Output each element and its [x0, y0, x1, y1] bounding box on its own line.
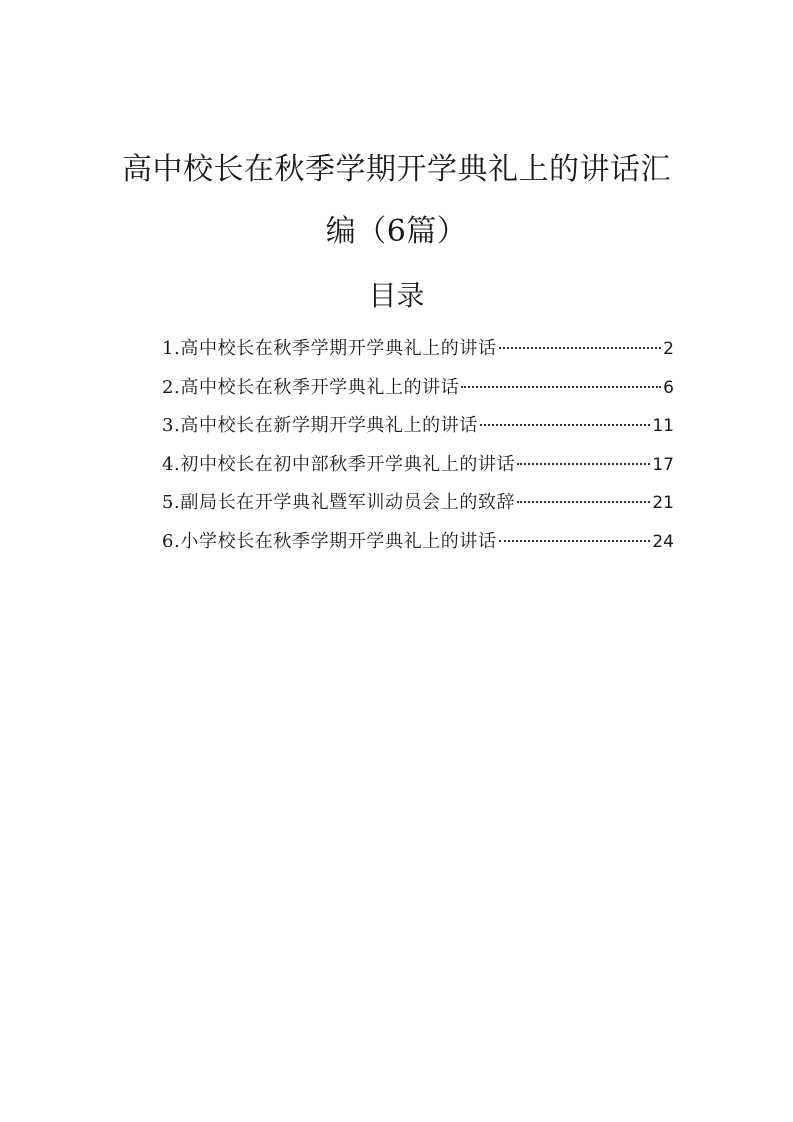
toc-entry-6[interactable]	[162, 526, 674, 565]
toc-entry-page-number: 24	[652, 531, 674, 552]
toc-entry-page-number: 11	[652, 416, 674, 436]
toc-entry-page-number: 2	[663, 339, 674, 359]
toc-entry-label: 4.初中校长在初中部秋季开学典礼上的讲话	[162, 453, 516, 475]
toc-entry-label: 6.小学校长在秋季学期开学典礼上的讲话	[162, 530, 497, 552]
table-of-contents	[162, 333, 674, 564]
toc-dot-leader	[517, 463, 650, 465]
toc-dot-leader	[461, 386, 661, 388]
toc-entry-label: 1.高中校长在秋季学期开学典礼上的讲话	[162, 338, 497, 359]
toc-entry-label: 2.高中校长在秋季开学典礼上的讲话	[162, 376, 460, 398]
toc-entry-3[interactable]	[162, 410, 674, 449]
toc-heading: 目录	[368, 279, 425, 312]
toc-dot-leader	[480, 424, 650, 426]
toc-entry-label: 3.高中校长在新学期开学典礼上的讲话	[162, 415, 478, 436]
document-title-line-2: 编（6篇）	[325, 214, 468, 249]
toc-dot-leader	[517, 501, 650, 503]
toc-entry-4[interactable]	[162, 449, 674, 488]
toc-entry-2[interactable]	[162, 372, 674, 411]
toc-entry-page-number: 17	[652, 454, 674, 475]
toc-dot-leader	[499, 347, 662, 349]
document-title-line-1: 高中校长在秋季学期开学典礼上的讲话汇	[122, 152, 671, 187]
toc-entry-5[interactable]	[162, 487, 674, 526]
toc-entry-page-number: 6	[663, 377, 674, 398]
toc-entry-1[interactable]	[162, 333, 674, 372]
toc-entry-label: 5.副局长在开学典礼暨军训动员会上的致辞	[162, 492, 516, 513]
toc-dot-leader	[499, 540, 651, 542]
toc-entry-page-number: 21	[652, 493, 674, 513]
